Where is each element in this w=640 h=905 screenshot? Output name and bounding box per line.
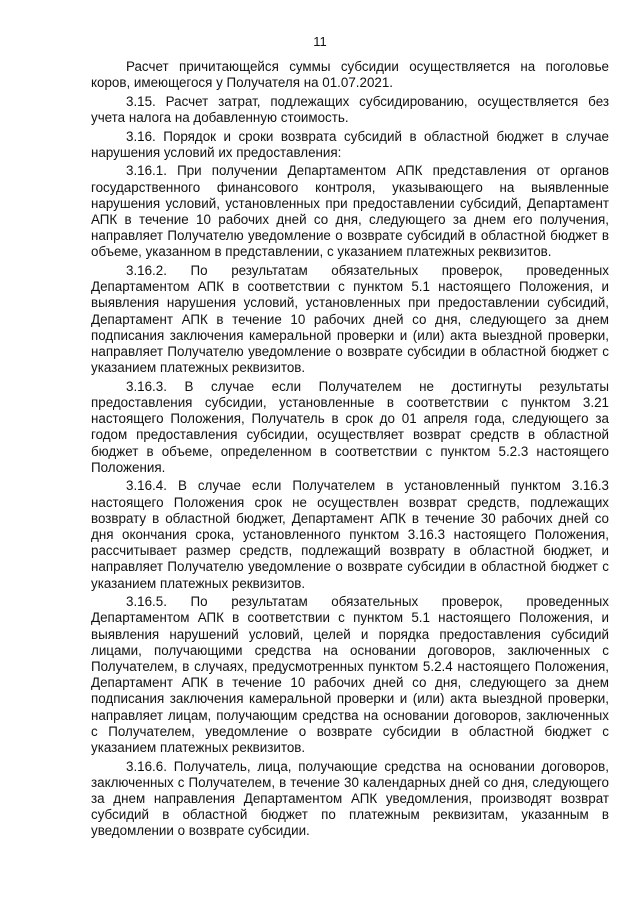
paragraph-cow-count: Расчет причитающейся суммы субсидии осуществляется на поголовье коров, имеющегося у Получателя на 01.07.2021. [91, 59, 609, 91]
paragraph-3-16-6: 3.16.6. Получатель, лица, получающие средства на основании договоров, заключенных с Получателем, в течение 30 календарных дней со дня, следующего за днем направления Департаментом АПК уведомления, производят возврат субсидий в областной бюджет по платежным реквизитам, указанным в уведомлении о возврате субсидии. [91, 758, 609, 839]
paragraph-3-15: 3.15. Расчет затрат, подлежащих субсидированию, осуществляется без учета налога на добавленную стоимость. [91, 93, 609, 125]
document-body [91, 59, 609, 840]
paragraph-3-16-4: 3.16.4. В случае если Получателем в установленный пунктом 3.16.3 настоящего Положения срок не осуществлен возврат средств, подлежащих возврату в областной бюджет, Департамент АПК в течение 30 рабочих дней со дня окончания срока, установленного пунктом 3.16.3 настоящего Положения, рассчитывает размер средств, подлежащий возврату в областной бюджет, и направляет Получателю уведомление о возврате субсидии в областной бюджет с указанием платежных реквизитов. [91, 478, 609, 591]
paragraph-3-16-2: 3.16.2. По результатам обязательных проверок, проведенных Департаментом АПК в соответствии с пунктом 5.1 настоящего Положения, и выявления нарушения условий, установленных при предоставлении субсидий, Департамент АПК в течение 10 рабочих дней со дня, следующего за днем подписания заключения камеральной проверки и (или) акта выездной проверки, направляет Получателю уведомление о возврате субсидии в областной бюджет с указанием платежных реквизитов. [91, 263, 609, 376]
page-number: 11 [313, 34, 327, 49]
paragraph-3-16-1: 3.16.1. При получении Департаментом АПК представления от органов государственного финансового контроля, указывающего на выявленные нарушения условий, установленных при предоставлении субсидий, Департамент АПК в течение 10 рабочих дней со дня, следующего за днем его получения, направляет Получателю уведомление о возврате субсидий в областной бюджет в объеме, указанном в представлении, с указанием платежных реквизитов. [91, 163, 609, 260]
paragraph-3-16-3: 3.16.3. В случае если Получателем не достигнуты результаты предоставления субсидии, установленные в соответствии с пунктом 3.21 настоящего Положения, Получатель в срок до 01 апреля года, следующего за годом предоставления субсидии, осуществляет возврат средств в областной бюджет в объеме, определенном в соответствии с пунктом 5.2.3 настоящего Положения. [91, 378, 609, 475]
paragraph-3-16: 3.16. Порядок и сроки возврата субсидий в областной бюджет в случае нарушения условий их предоставления: [91, 128, 609, 160]
paragraph-3-16-5: 3.16.5. По результатам обязательных проверок, проведенных Департаментом АПК в соответствии с пунктом 5.1 настоящего Положения, и выявления нарушений условий, целей и порядка предоставления субсидий лицами, получающими средства на основании договоров, заключенных с Получателем, в случаях, предусмотренных пунктом 5.2.4 настоящего Положения, Департамент АПК в течение 10 рабочих дней со дня, следующего за днем подписания заключения камеральной проверки и (или) акта выездной проверки, направляет лицам, получающим средства на основании договоров, заключенных с Получателем, уведомление о возврате субсидии в областной бюджет с указанием платежных реквизитов. [91, 594, 609, 756]
